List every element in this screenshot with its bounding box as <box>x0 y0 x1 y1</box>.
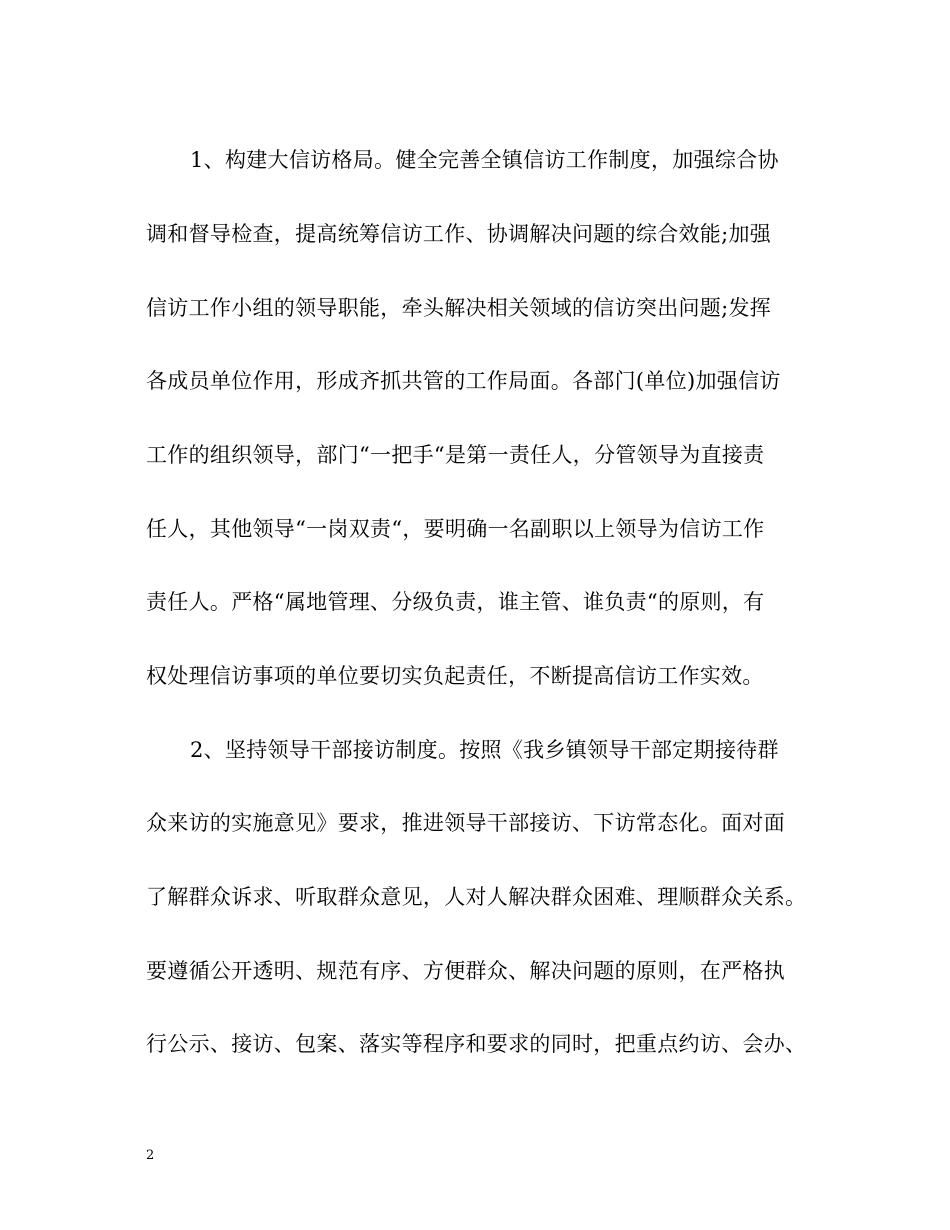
paragraph-1-line-2: 调和督导检查，提高统筹信访工作、协调解决问题的综合效能;加强 <box>146 222 772 246</box>
page-number: 2 <box>146 1148 155 1163</box>
paragraph-1-line-6: 任人，其他领导“一岗双责“，要明确一名副职以上领导为信访工作 <box>146 517 765 541</box>
paragraph-1-line-3: 信访工作小组的领导职能，牵头解决相关领域的信访突出问题;发挥 <box>146 296 772 320</box>
paragraph-2-line-4: 要遵循公开透明、规范有序、方便群众、解决问题的原则，在严格执 <box>146 959 785 983</box>
paragraph-1-line-8: 权处理信访事项的单位要切实负起责任，不断提高信访工作实效。 <box>146 664 764 688</box>
paragraph-2-line-5: 行公示、接访、包案、落实等程序和要求的同时，把重点约访、会办、 <box>146 1032 807 1056</box>
paragraph-1-line-7: 责任人。严格“属地管理、分级负责，谁主管、谁负责“的原则，有 <box>146 590 765 614</box>
paragraph-1-line-1: 1、构建大信访格局。健全完善全镇信访工作制度，加强综合协 <box>190 148 779 172</box>
paragraph-2-line-3: 了解群众诉求、听取群众意见，人对人解决群众困难、理顺群众关系。 <box>146 885 807 909</box>
paragraph-1-line-4: 各成员单位作用，形成齐抓共管的工作局面。各部门(单位)加强信访 <box>146 369 781 393</box>
paragraph-2-line-1: 2、坚持领导干部接访制度。按照《我乡镇领导干部定期接待群 <box>190 738 779 762</box>
paragraph-2-line-2: 众来访的实施意见》要求，推进领导干部接访、下访常态化。面对面 <box>146 811 785 835</box>
paragraph-1-line-5: 工作的组织领导，部门“一把手“是第一责任人，分管领导为直接责 <box>146 443 765 467</box>
